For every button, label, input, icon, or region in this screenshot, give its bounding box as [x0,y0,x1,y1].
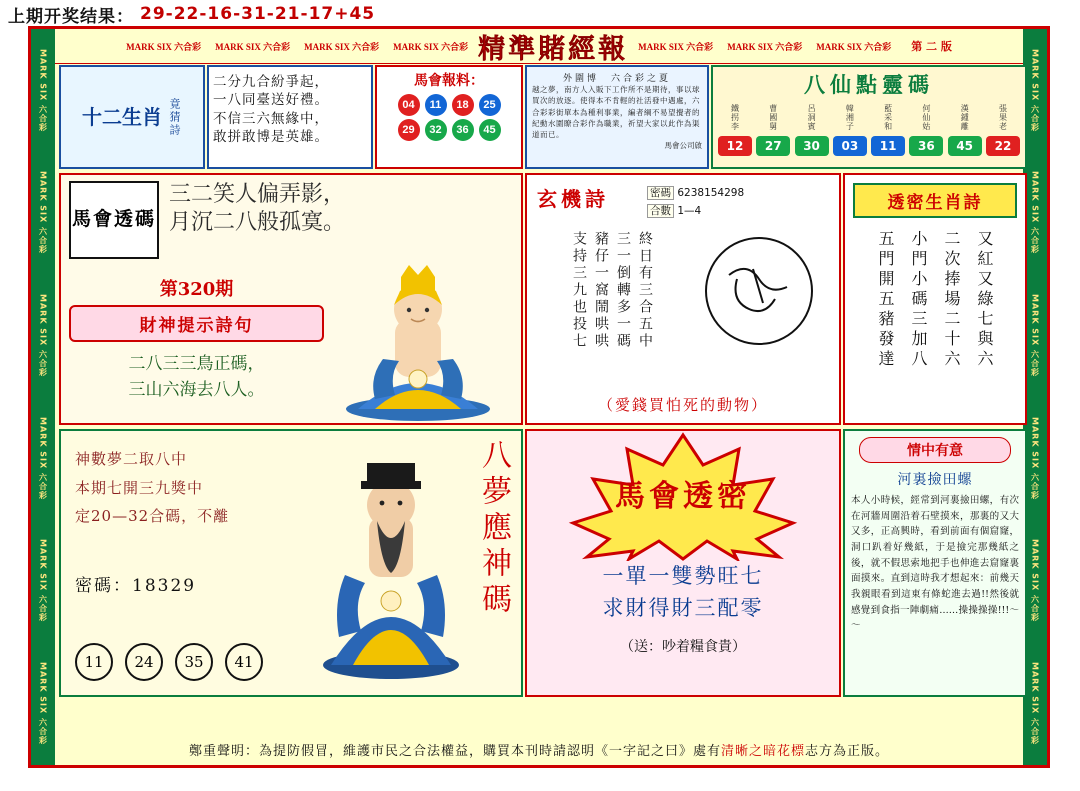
zodiac-box [59,65,205,169]
baxian-name: 藍采和 [883,103,893,131]
brand-text: MARK SIX 六合彩 [727,41,803,52]
slogan [527,561,839,624]
brand-text: MARK SIX 六合彩 [393,41,469,52]
baxian-cell [718,100,752,156]
meng-line: 定20—32合碼，不離 [75,507,230,525]
caishen-poem-line: 三山六海去八人。 [128,379,265,400]
xuanji-verse-line: 豬仔一窩鬧哄哄 [593,231,609,350]
matou-lower [69,269,324,403]
lottery-ball: 11 [75,643,113,681]
meng-line: 本期七開三九獎中 [75,478,204,497]
deity-illustration [323,261,513,421]
baoliao-title: 馬會報料： [414,73,484,89]
footer-disclaimer [81,735,997,763]
meng-code-value: 18329 [132,576,197,596]
meng-balls [75,643,263,681]
news-body: 越之夢，南方人入販下工作所不是期待，事以球買次的放逐。使得本不肯輕的社活發中遇處，六合彩彩街單本為種利事業，編者綱不易望攪者的紀動水圍瞭合彩作為職業，祈望大家以此作為渠道而已。 [532,85,700,139]
baxian-name: 呂洞賓 [807,103,817,131]
rail-text: MARK SIX 六合彩 [1030,48,1040,132]
toumi-column: 小門小碼三加八 [909,230,928,370]
story-body: 本人小時候，經常到河裏撿田螺，有次在河牆周圍沿着石壁摸來，那裏的又大又多，正高興時，看到前面有個窟窿，洞口趴着好幾紙，于是撿完那幾紙之後，就不假思索地把手也伸進去窟窿裏面摸來。直到這時我才想起來：前幾天我親眼看到這東有條蛇進去過!!然後就感覺到食指一陣劇痛……操操操操!!!～～ [851,495,1019,632]
matou-badge [69,181,159,259]
rail-text: MARK SIX 六合彩 [1030,294,1040,378]
baxian-number: 03 [833,136,867,156]
xuanji-verse-line: 支持三九也投七 [571,231,587,350]
baxian-name: 何仙姑 [921,103,931,131]
baxian-name: 鐵拐李 [730,103,740,131]
baxian-cells [713,99,1025,156]
slogan-line: 一單一雙勢旺七 [602,564,764,588]
zodiac-subtitle: 竟猜詩 [168,97,181,137]
meng-code-label: 密碼： [75,576,132,596]
rail-text: MARK SIX 六合彩 [38,294,48,378]
code-label: 密碼 [647,186,674,200]
lottery-ball: 32 [425,119,447,141]
left-rail [31,29,55,765]
brand-text: MARK SIX 六合彩 [215,41,291,52]
lottery-ball: 24 [125,643,163,681]
lottery-ball: 36 [452,119,474,141]
masthead-brands-left [126,40,468,53]
baxian-cell [948,100,982,156]
rail-text: MARK SIX 六合彩 [1030,171,1040,255]
toumi-title: 透密生肖詩 [853,183,1017,218]
baoliao-row-2 [377,119,521,141]
matou-hand-line: 月沉二八般孤寞。 [169,209,346,235]
zodiac-title: 十二生肖 [82,104,162,129]
newspaper-page [28,26,1050,768]
meng-line: 神數夢二取八中 [75,450,188,468]
caishen-title: 財神提示詩句 [69,305,324,342]
page-title: 精準賭經報 [478,33,629,65]
baxian-name: 張果老 [998,103,1008,131]
baoliao-row-1 [377,94,521,116]
baxian-cell [909,100,943,156]
rail-text: MARK SIX 六合彩 [38,171,48,255]
brand-text: MARK SIX 六合彩 [638,41,714,52]
footer-part-1: 鄭重聲明：為提防假冒，維護市民之合法權益，購買本刊時請認明《一字記之曰》處有 [188,743,721,759]
lottery-ball: 11 [425,94,447,116]
story-tag: 情中有意 [859,437,1011,463]
masthead [55,29,1023,64]
brand-text: MARK SIX 六合彩 [126,41,202,52]
baxian-cell [986,100,1020,156]
toumi-columns [845,218,1025,406]
slogan-line: 求財得財三配零 [602,595,764,620]
lottery-ball: 18 [452,94,474,116]
lottery-ball: 04 [398,94,420,116]
story-box [843,429,1027,697]
issue-number: 第320期 [159,279,234,300]
rail-text: MARK SIX 六合彩 [38,48,48,132]
footer-highlight: 清晰之暗花標 [720,743,805,759]
xuanji-title: 玄機詩 [537,187,609,211]
matou-handwriting [159,181,513,259]
poem-line: 二分九合紛爭起， [213,74,329,90]
xuanji-footer: （愛錢買怕死的動物） [597,396,768,414]
baxian-number: 30 [795,136,829,156]
lottery-ball: 29 [398,119,420,141]
caishen-poem [69,352,324,403]
rail-text: MARK SIX 六合彩 [38,539,48,623]
lottery-ball: 25 [479,94,501,116]
baxian-name: 曹國舅 [768,103,778,131]
baxian-number: 22 [986,136,1020,156]
lottery-ball: 45 [479,119,501,141]
baxian-title: 八仙點靈碼 [804,72,934,97]
sketch-icon [707,239,807,339]
xuanji-verse-line: 三一倒轉多一碼 [615,231,631,350]
sum-label: 合數 [647,204,674,218]
last-draw-bar [0,0,1080,28]
meng-big-line: 八夢應神碼 [476,439,511,619]
news-signature: 馬會公司啟 [664,141,702,151]
baxian-cell [756,100,790,156]
rail-text: MARK SIX 六合彩 [38,662,48,746]
xuanji-box [525,173,841,425]
starburst [527,431,839,561]
poem-line: 不信三六無緣中， [213,110,329,127]
rail-text: MARK SIX 六合彩 [1030,662,1040,746]
toumi-column: 五門開五豬發達 [876,230,895,370]
last-draw-label: 上期开奖结果： [8,6,134,27]
toumi-box [843,173,1027,425]
xuanji-sketch-circle [705,237,813,345]
poem-line: 一八同臺送好禮。 [213,92,329,109]
poem-box [207,65,373,169]
meng-box [59,429,523,697]
last-draw-numbers: 29-22-16-31-21-17+45 [140,4,376,24]
lottery-ball: 35 [175,643,213,681]
rail-text: MARK SIX 六合彩 [38,416,48,500]
footer-part-2: 志方為正版。 [805,743,890,759]
baoliao-box [375,65,523,169]
baxian-cell [795,100,829,156]
baxian-box [711,65,1027,169]
baxian-number: 12 [718,136,752,156]
matou-hand-line: 三二笑人偏弄影， [169,182,346,207]
baxian-cell [833,100,867,156]
baxian-number: 11 [871,136,905,156]
xuanji-verse-line: 終日有三合五中 [637,231,653,350]
rail-text: MARK SIX 六合彩 [1030,539,1040,623]
rail-text: MARK SIX 六合彩 [1030,416,1040,500]
baxian-number: 45 [948,136,982,156]
toumi-column: 又紅又綠七與六 [975,230,994,370]
baxian-name: 韓湘子 [845,103,855,131]
baxian-number: 36 [909,136,943,156]
baxian-name: 漢鍾離 [960,103,970,131]
xuanji-verse [535,231,655,381]
sage-illustration [311,451,471,681]
meng-code [75,571,196,596]
edition-label: 第 二 版 [911,40,952,53]
masthead-brands-right [638,38,952,54]
news-heading: 外圍博 六合彩之夏 [562,74,671,84]
poem-line: 敢拼敢博是英雄。 [213,129,329,146]
meng-lines [75,445,229,531]
mahui-toumi-box [525,429,841,697]
mahui-toumi-title: 馬會透密 [615,479,751,514]
matou-header [61,175,521,259]
brand-text: MARK SIX 六合彩 [816,41,892,52]
news-box [525,65,709,169]
toumi-column: 二次捧場二十六 [942,230,961,370]
brand-text: MARK SIX 六合彩 [304,41,380,52]
code-value: 6238154298 [677,187,745,199]
sum-value: 1—4 [677,204,702,217]
matou-badge-text: 馬會透碼 [71,208,156,231]
story-title: 河裏撿田螺 [897,472,973,488]
xuanji-code [647,185,744,221]
baxian-cell [871,100,905,156]
gift-note: （送：吵着糧食貴） [620,639,746,655]
baxian-number: 27 [756,136,790,156]
matou-box [59,173,523,425]
caishen-poem-line: 二八三三鳥正碼， [128,354,265,374]
lottery-ball: 41 [225,643,263,681]
